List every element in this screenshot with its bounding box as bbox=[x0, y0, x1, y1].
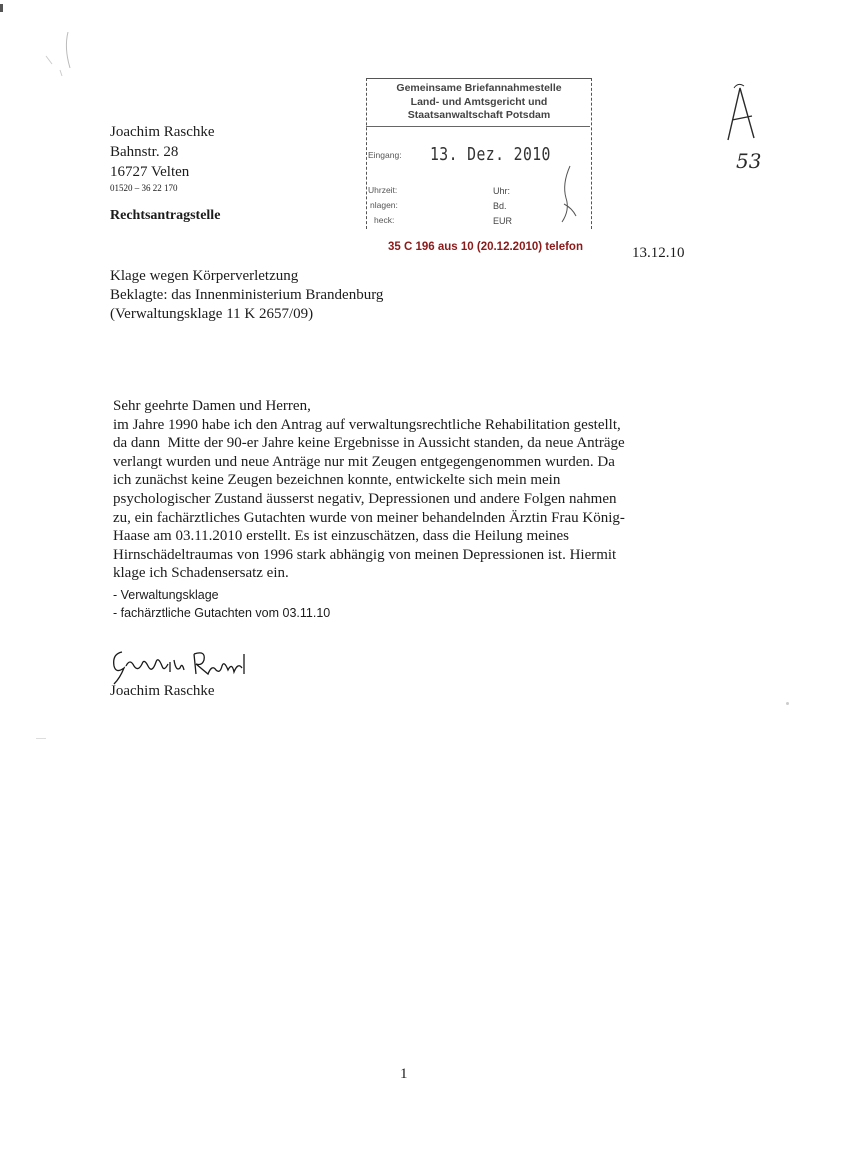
stamp-initials bbox=[552, 164, 582, 230]
attachments-list bbox=[113, 586, 330, 622]
attachment-item: - Verwaltungsklage bbox=[113, 588, 219, 602]
corner-mark bbox=[0, 4, 3, 12]
sender-phone: 01520 – 36 22 170 bbox=[110, 183, 178, 193]
body-line: Hirnschädeltraumas von 1996 stark abhängig von meinen Depressionen ist. Hiermit bbox=[113, 546, 617, 563]
stamp-header bbox=[370, 82, 588, 123]
stamp-bd-label: Bd. bbox=[493, 201, 507, 211]
margin-annotation-number: 53 bbox=[736, 149, 762, 173]
body-line: psychologischer Zustand äusserst negativ, Depressionen und andere Folgen nahmen bbox=[113, 490, 617, 507]
stamp-uhrzeit-label: Uhrzeit: bbox=[368, 185, 398, 195]
stamp-uhr-label: Uhr: bbox=[493, 186, 511, 196]
body-line: verlangt wurden und neue Anträge nur mit Zeugen entgegengenommen wurden. Da bbox=[113, 453, 615, 470]
letter-date: 13.12.10 bbox=[632, 245, 685, 261]
stamp-header-line: Staatsanwaltschaft Potsdam bbox=[407, 109, 551, 121]
sender-name: Joachim Raschke bbox=[110, 124, 215, 140]
body-line: im Jahre 1990 habe ich den Antrag auf verwaltungsrechtliche Rehabilitation gestellt, bbox=[113, 416, 621, 433]
case-reference-note: 35 C 196 aus 10 (20.12.2010) telefon bbox=[388, 241, 583, 253]
stamp-divider bbox=[366, 126, 590, 127]
receipt-stamp bbox=[356, 78, 590, 230]
sender-address bbox=[110, 122, 215, 194]
scan-speck bbox=[36, 738, 46, 739]
stamp-scheck-label: heck: bbox=[374, 215, 395, 225]
body-line: da dann Mitte der 90-er Jahre keine Ergebnisse in Aussicht standen, da neue Anträge bbox=[113, 435, 625, 452]
body-line: klage ich Schadensersatz ein. bbox=[113, 565, 289, 582]
subject-block bbox=[110, 267, 383, 324]
sender-city: 16727 Velten bbox=[110, 164, 190, 180]
margin-annotation bbox=[718, 80, 778, 176]
signer-name: Joachim Raschke bbox=[110, 683, 215, 699]
body-line: ich zunächst keine Zeugen bezeichnen konnte, entwickelte sich mein mein bbox=[113, 472, 561, 489]
salutation: Sehr geehrte Damen und Herren, bbox=[113, 398, 311, 414]
sender-street: Bahnstr. 28 bbox=[110, 144, 179, 160]
attachment-item: - fachärztliche Gutachten vom 03.11.10 bbox=[113, 606, 331, 620]
scan-speck bbox=[786, 702, 789, 705]
subject-line: Klage wegen Körperverletzung bbox=[110, 268, 299, 284]
scan-mark bbox=[40, 30, 80, 80]
body-line: zu, ein fachärztliches Gutachten wurde von meiner behandelnden Ärztin Frau König- bbox=[113, 509, 625, 526]
body-line: Haase am 03.11.2010 erstellt. Es ist einzuschätzen, dass die Heilung meines bbox=[113, 528, 569, 545]
subject-line: (Verwaltungsklage 11 K 2657/09) bbox=[110, 306, 314, 322]
stamp-anlagen-label: nlagen: bbox=[370, 200, 398, 210]
page-number: 1 bbox=[400, 1066, 408, 1082]
recipient: Rechtsantragstelle bbox=[110, 208, 221, 223]
stamp-header-line: Gemeinsame Briefannahmestelle bbox=[396, 82, 562, 94]
stamp-eingang-date: 13. Dez. 2010 bbox=[430, 144, 551, 165]
subject-line: Beklagte: das Innenministerium Brandenburg bbox=[110, 287, 384, 303]
stamp-eur-label: EUR bbox=[493, 216, 513, 226]
signature bbox=[104, 644, 254, 710]
stamp-eingang-label: Eingang: bbox=[368, 150, 402, 160]
letter-body bbox=[113, 397, 693, 583]
stamp-header-line: Land- und Amtsgericht und bbox=[410, 95, 548, 108]
